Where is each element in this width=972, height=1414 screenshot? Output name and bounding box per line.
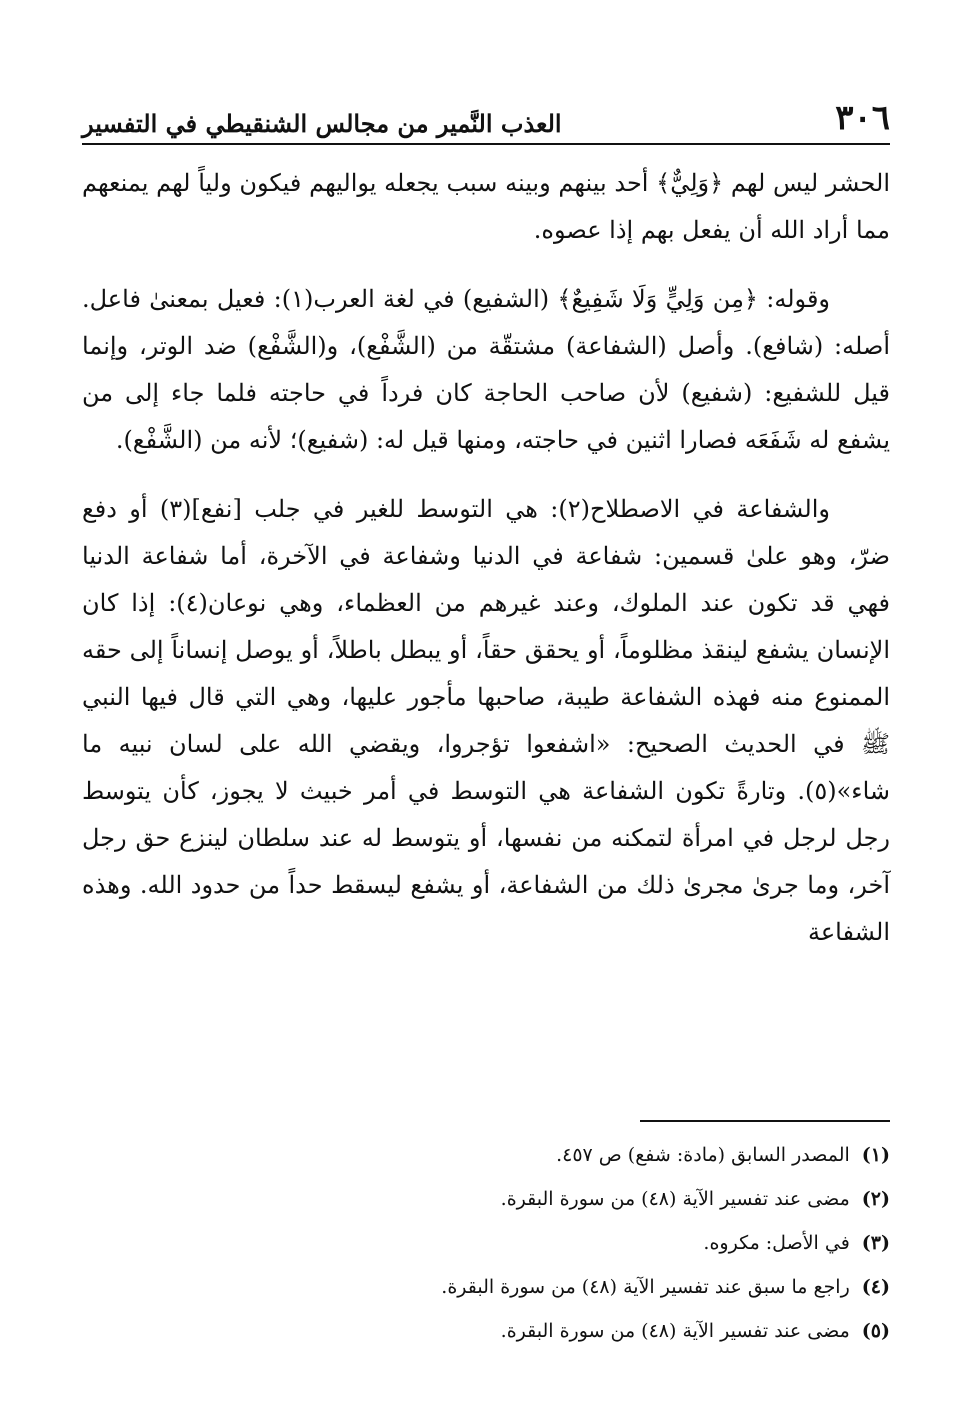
footnote-2 [82, 1177, 890, 1221]
footnote-5 [82, 1309, 890, 1353]
running-title: العذب النَّمير من مجالس الشنقيطي في التفسير [82, 109, 562, 138]
footnote-number: (٣) [861, 1232, 890, 1254]
footnote-text: مضى عند تفسير الآية (٤٨) من سورة البقرة. [500, 1320, 850, 1342]
footnote-number: (٢) [861, 1188, 890, 1210]
paragraph-2: وقوله: ﴿مِن وَلِيٍّ وَلَا شَفِيعٌ﴾ (الشفيع) في لغة العرب(١): فعيل بمعنىٰ فاعل. أصله: (شافع). وأصل (الشفاعة) مشتقّة من (الشَّفْع)، و(الشَّفْع) ضد الوتر، وإنما قيل للشفيع: (شفيع) لأن صاحب الحاجة كان فرداً في حاجته فلما جاء إلى من يشفع له شَفَعَه فصارا اثنين في حاجته، ومنها قيل له: (شفيع)؛ لأنه من (الشَّفْع). [82, 285, 891, 454]
footnote-number: (٤) [861, 1276, 890, 1298]
footnote-separator [640, 1120, 890, 1122]
page-header [82, 92, 890, 138]
footnote-3 [82, 1221, 890, 1265]
footnote-text: مضى عند تفسير الآية (٤٨) من سورة البقرة. [500, 1188, 850, 1210]
page-number: ٣٠٦ [835, 98, 890, 138]
footnote-4 [82, 1265, 890, 1309]
footnote-number: (١) [861, 1144, 890, 1166]
footnote-text: راجع ما سبق عند تفسير الآية (٤٨) من سورة البقرة. [441, 1276, 850, 1298]
footnote-text: في الأصل: مكروه. [703, 1232, 850, 1254]
paragraph-3: والشفاعة في الاصطلاح(٢): هي التوسط للغير في جلب [نفع](٣) أو دفع ضرّ، وهو علىٰ قسمين: شفاعة في الدنيا وشفاعة في الآخرة، أما شفاعة الدنيا فهي قد تكون عند الملوك، وعند غيرهم من العظماء، وهي نوعان(٤): إذا كان الإنسان يشفع لينقذ مظلوماً، أو يحقق حقاً، أو يبطل باطلاً، أو يوصل إنساناً إلى حقه الممنوع منه فهذه الشفاعة طيبة، صاحبها مأجور عليها، وهي التي قال فيها النبي ﷺ في الحديث الصحيح: «اشفعوا تؤجروا، ويقضي الله على لسان نبيه ما شاء»(٥). وتارةً تكون الشفاعة هي التوسط في أمر خبيث لا يجوز، كأن يتوسط رجل لرجل في امرأة لتمكنه من نفسها، أو يتوسط له عند سلطان لينزع حق رجل آخر، وما جرىٰ مجرىٰ ذلك من الشفاعة، أو يشفع ليسقط حداً من حدود الله. وهذه الشفاعة [82, 495, 891, 946]
header-rule [82, 143, 890, 145]
footnote-text: المصدر السابق (مادة: شفع) ص ٤٥٧. [556, 1144, 850, 1166]
footnote-1 [82, 1133, 890, 1177]
footnotes [82, 1133, 890, 1353]
page-body [82, 160, 890, 978]
paragraph-1: الحشر ليس لهم ﴿وَلِيٌّ﴾ أحد بينهم وبينه سبب يجعله يواليهم فيكون ولياً لهم يمنعهم مما أراد الله أن يفعل بهم إذا عصوه. [82, 169, 890, 244]
footnote-number: (٥) [861, 1320, 890, 1342]
